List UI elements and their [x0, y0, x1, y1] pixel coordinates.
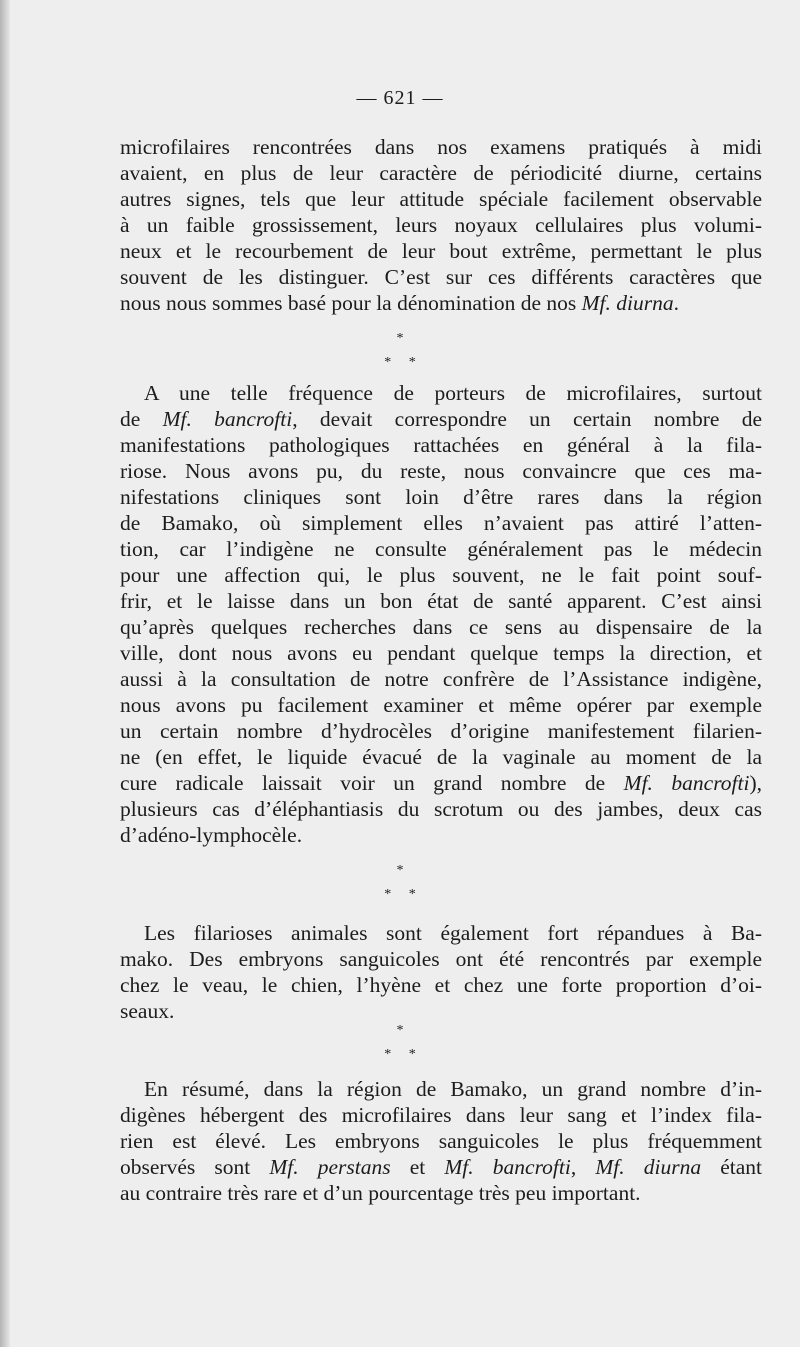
text-line: nifestations cliniques sont loin d’être rares dans la région [120, 485, 762, 509]
text-line: A une telle fréquence de porteurs de microfilaires, surtout [144, 381, 762, 405]
species-name: Mf. bancrofti [162, 407, 293, 431]
text-line: au contraire très rare et d’un pourcentage très peu important. [120, 1181, 641, 1205]
section-separator-3 [0, 1022, 800, 1064]
separator-star-top: * [396, 863, 404, 878]
text-line: cure radicale laissait voir un grand nombre de Mf. bancrofti), [120, 771, 762, 795]
separator-stars-bottom: * * [384, 887, 416, 902]
text-line: mako. Des embryons sanguicoles ont été rencontrés par exemple [120, 947, 762, 971]
text-line: chez le veau, le chien, l’hyène et chez une forte proportion d’oi- [120, 973, 762, 997]
text-line: ne (en effet, le liquide évacué de la vaginale au moment de la [120, 745, 762, 769]
text-line: neux et le recourbement de leur bout extrême, permettant le plus [120, 239, 762, 263]
text-line: pour une affection qui, le plus souvent, ne le fait point souf- [120, 563, 762, 587]
separator-star-top: * [396, 331, 404, 346]
text-line: tion, car l’indigène ne consulte généralement pas le médecin [120, 537, 762, 561]
text-line: nous nous sommes basé pour la dénomination de nos Mf. diurna. [120, 291, 679, 315]
text-line: de Bamako, où simplement elles n’avaient pas attiré l’atten- [120, 511, 762, 535]
text-line: d’adéno-lymphocèle. [120, 823, 303, 847]
text-line: En résumé, dans la région de Bamako, un grand nombre d’in- [144, 1077, 762, 1101]
species-name: Mf. perstans [269, 1155, 391, 1179]
text-line: rien est élevé. Les embryons sanguicoles le plus fréquemment [120, 1129, 762, 1153]
text-line: seaux. [120, 999, 175, 1023]
text-line: à un faible grossissement, leurs noyaux cellulaires plus volumi- [120, 213, 762, 237]
page-number: — 621 — [356, 87, 444, 109]
page-binding-shadow [0, 0, 10, 1347]
text-line: qu’après quelques recherches dans ce sens au dispensaire de la [120, 615, 762, 639]
paragraph-1 [120, 134, 762, 316]
text-line: nous avons pu facilement examiner et même opérer par exemple [120, 693, 762, 717]
text-line: aussi à la consultation de notre confrère de l’Assistance indigène, [120, 667, 762, 691]
section-separator-1 [0, 330, 800, 372]
text-line: Les filarioses animales sont également fort répandues à Ba- [144, 921, 762, 945]
text-line: de Mf. bancrofti, devait correspondre un certain nombre de [120, 407, 763, 431]
text-line: frir, et le laisse dans un bon état de santé apparent. C’est ainsi [120, 589, 762, 613]
section-separator-2 [0, 862, 800, 904]
paragraph-4 [120, 1076, 762, 1206]
paragraph-3 [120, 920, 762, 1024]
paragraph-2 [120, 380, 762, 848]
text-line: souvent de les distinguer. C’est sur ces différents caractères que [120, 265, 762, 289]
text-line: ville, dont nous avons eu pendant quelque temps la direction, et [120, 641, 762, 665]
separator-star-top: * [396, 1023, 404, 1038]
text-line: plusieurs cas d’éléphantiasis du scrotum ou des jambes, deux cas [120, 797, 762, 821]
separator-stars-bottom: * * [384, 1047, 416, 1062]
text-line: autres signes, tels que leur attitude spéciale facilement observable [120, 187, 762, 211]
text-line: observés sont Mf. perstans et Mf. bancrofti, Mf. diurna étant [120, 1155, 762, 1179]
text-line: avaient, en plus de leur caractère de périodicité diurne, certains [120, 161, 762, 185]
separator-stars-bottom: * * [384, 355, 416, 370]
text-line: digènes hébergent des microfilaires dans leur sang et l’index fila- [120, 1103, 762, 1127]
text-line: un certain nombre d’hydrocèles d’origine manifestement filarien- [120, 719, 762, 743]
text-line: riose. Nous avons pu, du reste, nous convaincre que ces ma- [120, 459, 762, 483]
species-name: Mf. bancrofti [623, 771, 750, 795]
text-line: microfilaires rencontrées dans nos examens pratiqués à midi [120, 135, 762, 159]
text-line: manifestations pathologiques rattachées en général à la fila- [120, 433, 762, 457]
species-name: Mf. diurna [595, 1155, 702, 1179]
species-name: Mf. bancrofti [444, 1155, 571, 1179]
species-name: Mf. diurna [581, 291, 674, 315]
